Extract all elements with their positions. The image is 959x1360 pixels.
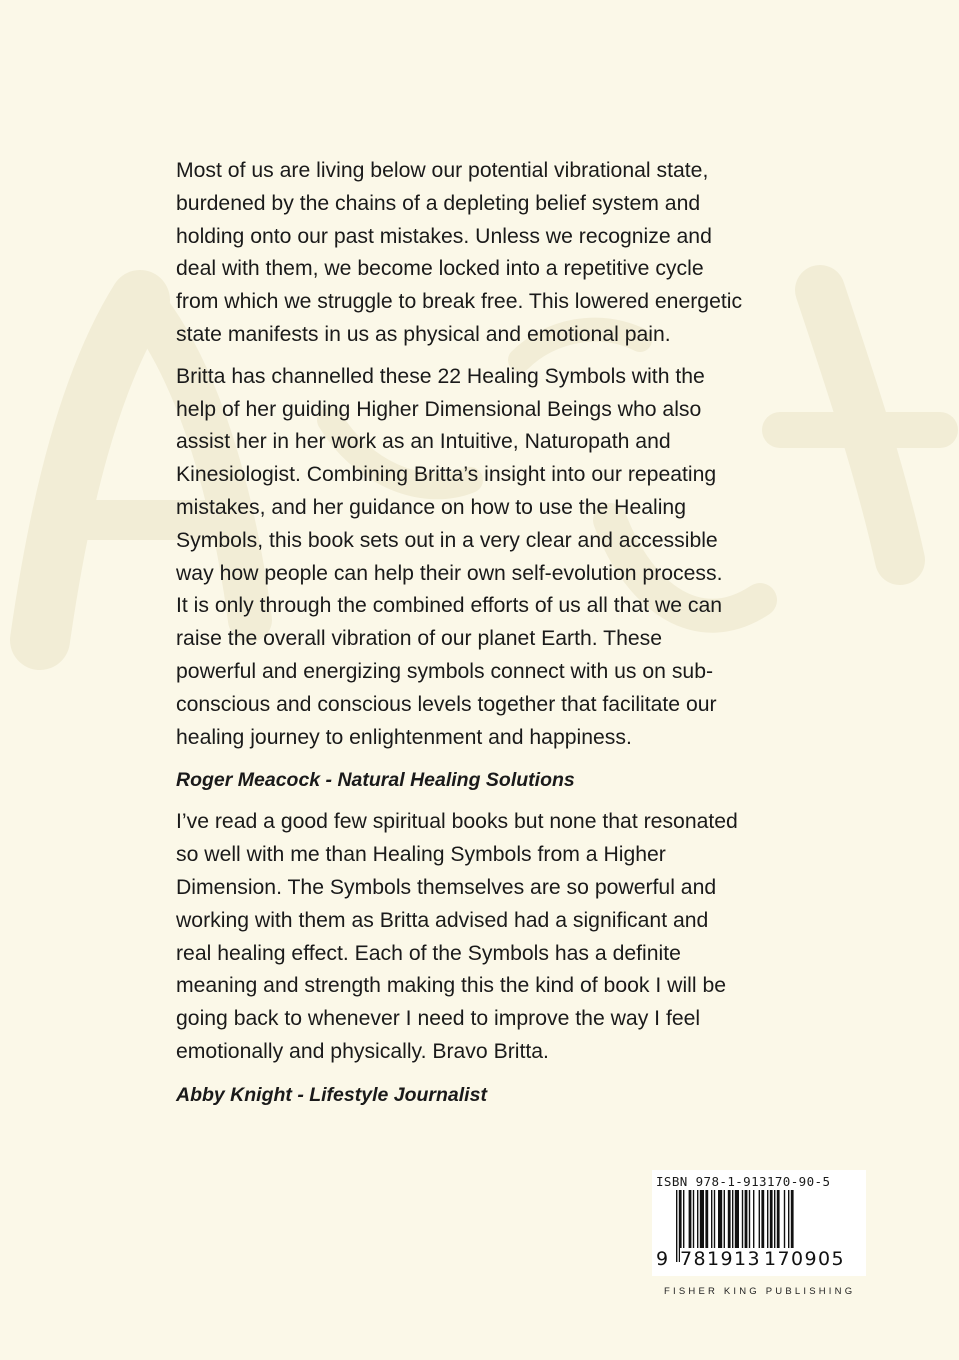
- barcode-lead-digit: 9: [656, 1248, 669, 1270]
- blurb-paragraph-1: [176, 155, 816, 352]
- text-line: conscious and conscious levels together that facilitate our: [176, 692, 717, 716]
- text-line: healing journey to enlightenment and happiness.: [176, 725, 632, 749]
- text-line: emotionally and physically. Bravo Britta.: [176, 1039, 549, 1063]
- isbn-label: ISBN 978-1-913170-90-5: [656, 1174, 831, 1189]
- text-line: going back to whenever I need to improve the way I feel: [176, 1007, 701, 1031]
- text-line: Kinesiologist. Combining Britta’s insight into our repeating: [176, 463, 717, 487]
- attribution-abby-knight: Abby Knight - Lifestyle Journalist: [176, 1083, 487, 1106]
- blurb-paragraph-2: [176, 361, 816, 755]
- back-cover-text: [176, 155, 816, 1109]
- barcode-bar: [761, 1190, 764, 1248]
- barcode-bar: [700, 1190, 704, 1248]
- text-line: working with them as Britta advised had a significant and: [176, 908, 709, 932]
- text-line: so well with me than Healing Symbols from a Higher: [176, 843, 666, 867]
- barcode-bar: [767, 1190, 768, 1248]
- text-line: assist her in her work as an Intuitive, Naturopath and: [176, 430, 671, 454]
- barcode-bar: [753, 1190, 754, 1248]
- barcode-right-digits: 170905: [764, 1248, 845, 1270]
- barcode-bar: [718, 1190, 722, 1248]
- barcode-bar: [774, 1190, 775, 1248]
- barcode-bar: [784, 1190, 785, 1248]
- text-line: deal with them, we become locked into a repetitive cycle: [176, 257, 704, 281]
- text-line: burdened by the chains of a depleting belief system and: [176, 191, 701, 215]
- barcode-bar: [711, 1190, 712, 1248]
- barcode-bar: [777, 1190, 780, 1248]
- text-line: Most of us are living below our potential vibrational state,: [176, 159, 709, 182]
- text-line: holding onto our past mistakes. Unless we recognize and: [176, 224, 712, 248]
- text-line: way how people can help their own self-evolution process.: [176, 561, 723, 585]
- barcode-bar: [676, 1190, 677, 1262]
- publisher-name: FISHER KING PUBLISHING: [664, 1286, 856, 1297]
- barcode-bar: [759, 1190, 760, 1248]
- text-line: raise the overall vibration of our planet Earth. These: [176, 627, 663, 651]
- text-line: state manifests in us as physical and emotional pain.: [176, 322, 671, 346]
- text-line: meaning and strength making this the kind of book I will be: [176, 974, 727, 998]
- barcode-bar: [683, 1190, 684, 1248]
- text-line: from which we struggle to break free. This lowered energetic: [176, 290, 743, 314]
- barcode-bar: [689, 1190, 692, 1248]
- barcode-bar: [770, 1190, 773, 1248]
- testimonial-paragraph: [176, 806, 816, 1068]
- barcode-bar: [697, 1190, 698, 1248]
- text-line: help of her guiding Higher Dimensional Beings who also: [176, 397, 702, 421]
- text-line: I’ve read a good few spiritual books but none that resonated: [176, 810, 738, 834]
- barcode-bar: [728, 1190, 731, 1248]
- barcode-left-digits: 781913: [680, 1248, 761, 1270]
- text-line: Britta has channelled these 22 Healing Symbols with the: [176, 364, 705, 388]
- text-line: powerful and energizing symbols connect with us on sub-: [176, 659, 714, 683]
- text-line: Symbols, this book sets out in a very clear and accessible: [176, 528, 718, 552]
- text-line: real healing effect. Each of the Symbols has a definite: [176, 941, 681, 965]
- barcode-bar: [749, 1190, 750, 1248]
- barcode-bar: [745, 1190, 748, 1248]
- text-line: Dimension. The Symbols themselves are so powerful and: [176, 875, 717, 899]
- attribution-roger-meacock: Roger Meacock - Natural Healing Solutions: [176, 769, 575, 792]
- text-line: It is only through the combined efforts of us all that we can: [176, 594, 723, 618]
- barcode-bar: [788, 1190, 789, 1248]
- isbn-barcode: [652, 1170, 866, 1276]
- barcode-bar: [732, 1190, 733, 1248]
- barcode-bar: [724, 1190, 725, 1248]
- barcode-bar: [693, 1190, 694, 1248]
- barcode-bar: [714, 1190, 715, 1248]
- text-line: mistakes, and her guidance on how to use the Healing: [176, 495, 687, 519]
- barcode-bar: [705, 1190, 708, 1248]
